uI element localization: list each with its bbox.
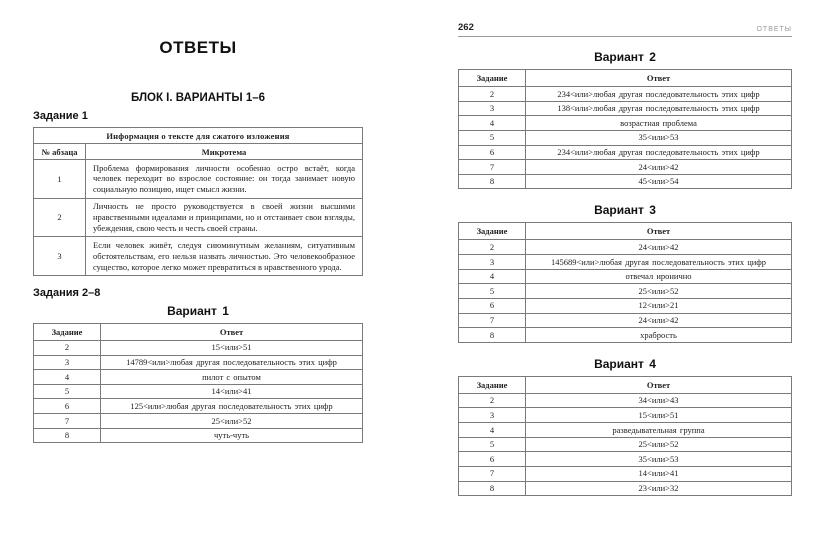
running-head (458, 22, 792, 37)
paragraph-number: 3 (34, 237, 86, 276)
task-number: 5 (459, 130, 526, 145)
table-row (459, 87, 792, 102)
column-header-task: Задание (459, 70, 526, 87)
table-row (34, 384, 363, 399)
table-row (459, 101, 792, 116)
table-row (34, 237, 363, 276)
task-number: 3 (34, 355, 101, 370)
column-header-answer: Ответ (526, 223, 792, 240)
answer-value: 23<или>32 (526, 481, 792, 496)
microtheme-text: Если человек живёт, следуя сиюминутным желаниям, ситуативным обстоятельствам, его нельзя назвать личностью. Это человекообразное существо, которое легко может превратиться в нравственного урода. (86, 237, 363, 276)
table-row (34, 340, 363, 355)
table-row (459, 298, 792, 313)
variant-1-answers-table (33, 323, 363, 443)
task-number: 6 (459, 452, 526, 467)
answer-value: 45<или>54 (526, 174, 792, 189)
variant-1-title: Вариант 1 (167, 303, 229, 318)
table-header-row (459, 376, 792, 393)
table-row (459, 160, 792, 175)
table-row (459, 240, 792, 255)
task-number: 4 (459, 269, 526, 284)
table-row (459, 408, 792, 423)
answer-value: храбрость (526, 328, 792, 343)
table-row (34, 198, 363, 237)
table-header-row (459, 223, 792, 240)
table-caption-row (34, 128, 363, 144)
table-row (459, 130, 792, 145)
task-number: 7 (34, 414, 101, 429)
paragraph-number: 2 (34, 198, 86, 237)
answer-value: 15<или>51 (101, 340, 363, 355)
table-row (34, 399, 363, 414)
table-row (459, 437, 792, 452)
table-row (459, 328, 792, 343)
table-row (459, 269, 792, 284)
answer-value: чуть-чуть (101, 428, 363, 443)
task-number: 5 (34, 384, 101, 399)
answer-value: 234<или>любая другая последовательность этих цифр (526, 87, 792, 102)
task-number: 8 (459, 328, 526, 343)
task-1-heading: Задание 1 (33, 110, 88, 122)
answer-value: 14<или>41 (101, 384, 363, 399)
task-number: 4 (459, 423, 526, 438)
table-caption: Информация о тексте для сжатого изложения (34, 128, 363, 144)
answer-value: 25<или>52 (526, 437, 792, 452)
table-row (34, 414, 363, 429)
table-row (459, 313, 792, 328)
task-number: 7 (459, 466, 526, 481)
right-page (458, 0, 792, 496)
table-header-row (34, 323, 363, 340)
table-row (34, 355, 363, 370)
variant-2-answers-table (458, 69, 792, 189)
task-number: 4 (459, 116, 526, 131)
table-row (459, 481, 792, 496)
column-header-answer: Ответ (526, 376, 792, 393)
answer-value: 15<или>51 (526, 408, 792, 423)
column-header-task: Задание (459, 223, 526, 240)
task-number: 6 (34, 399, 101, 414)
variant-4-block (458, 357, 792, 496)
answer-value: 138<или>любая другая последовательность этих цифр (526, 101, 792, 116)
answer-value: пилот с опытом (101, 370, 363, 385)
answer-value: 14789<или>любая другая последовательность этих цифр (101, 355, 363, 370)
column-header-task: Задание (459, 376, 526, 393)
table-row (459, 423, 792, 438)
table-row (459, 174, 792, 189)
answer-value: возрастная проблема (526, 116, 792, 131)
variant-4-answers-table (458, 376, 792, 496)
table-row (459, 452, 792, 467)
task-number: 2 (34, 340, 101, 355)
answer-value: 35<или>53 (526, 130, 792, 145)
column-header-task: Задание (34, 323, 101, 340)
answer-value: 125<или>любая другая последовательность этих цифр (101, 399, 363, 414)
task-number: 8 (459, 481, 526, 496)
task-number: 5 (459, 437, 526, 452)
task-number: 7 (459, 313, 526, 328)
variant-2-block (458, 50, 792, 189)
left-page (33, 0, 363, 443)
block-heading: БЛОК I. ВАРИАНТЫ 1–6 (130, 92, 266, 104)
task-number: 5 (459, 284, 526, 299)
table-row (459, 393, 792, 408)
variant-2-title: Вариант 2 (594, 50, 656, 64)
column-header-paragraph-number: № абзаца (34, 144, 86, 160)
answer-value: 24<или>42 (526, 160, 792, 175)
table-header-row (459, 70, 792, 87)
table-row (459, 145, 792, 160)
task-number: 3 (459, 408, 526, 423)
answer-value: 24<или>42 (526, 313, 792, 328)
table-row (459, 284, 792, 299)
task-number: 2 (459, 87, 526, 102)
variant-3-block (458, 203, 792, 342)
table-row (459, 116, 792, 131)
column-header-microtheme: Микротема (86, 144, 363, 160)
answer-value: 25<или>52 (526, 284, 792, 299)
task-number: 3 (459, 255, 526, 270)
table-row (459, 466, 792, 481)
task-number: 3 (459, 101, 526, 116)
task-number: 7 (459, 160, 526, 175)
running-head-label: ОТВЕТЫ (756, 26, 792, 33)
microtheme-text: Проблема формирования личности особенно остро встаёт, когда человек переходит во взрослое состояние: он тогда занимает новую социальную позицию, ищет смысл жизни. (86, 160, 363, 199)
variant-3-answers-table (458, 222, 792, 342)
answer-value: 34<или>43 (526, 393, 792, 408)
answers-title: ОТВЕТЫ (159, 38, 237, 57)
column-header-answer: Ответ (526, 70, 792, 87)
izlozhenie-info-table (33, 127, 363, 276)
task-number: 8 (34, 428, 101, 443)
microtheme-text: Личность не просто руководствуется в своей жизни высшими нравственными идеалами и принципами, но и отстаивает свои взгляды, убеждения, свою честь и честь своей страны. (86, 198, 363, 237)
answer-value: 145689<или>любая другая последовательность этих цифр (526, 255, 792, 270)
table-row (34, 428, 363, 443)
tasks-2-8-heading: Задания 2–8 (33, 286, 101, 299)
table-row (459, 255, 792, 270)
task-number: 2 (459, 240, 526, 255)
answer-value: 25<или>52 (101, 414, 363, 429)
table-header-row (34, 144, 363, 160)
task-number: 6 (459, 145, 526, 160)
answer-value: 234<или>любая другая последовательность этих цифр (526, 145, 792, 160)
task-number: 4 (34, 370, 101, 385)
answer-value: 14<или>41 (526, 466, 792, 481)
answer-value: 24<или>42 (526, 240, 792, 255)
answer-value: разведывательная группа (526, 423, 792, 438)
table-row (34, 370, 363, 385)
paragraph-number: 1 (34, 160, 86, 199)
task-number: 2 (459, 393, 526, 408)
task-number: 6 (459, 298, 526, 313)
variant-4-title: Вариант 4 (594, 356, 656, 371)
column-header-answer: Ответ (101, 323, 363, 340)
task-number: 8 (459, 174, 526, 189)
answer-value: 12<или>21 (526, 298, 792, 313)
table-row (34, 160, 363, 199)
variant-3-title: Вариант 3 (594, 203, 656, 218)
answer-value: 35<или>53 (526, 452, 792, 467)
answer-value: отвечал иронично (526, 269, 792, 284)
page-number: 262 (458, 22, 474, 33)
